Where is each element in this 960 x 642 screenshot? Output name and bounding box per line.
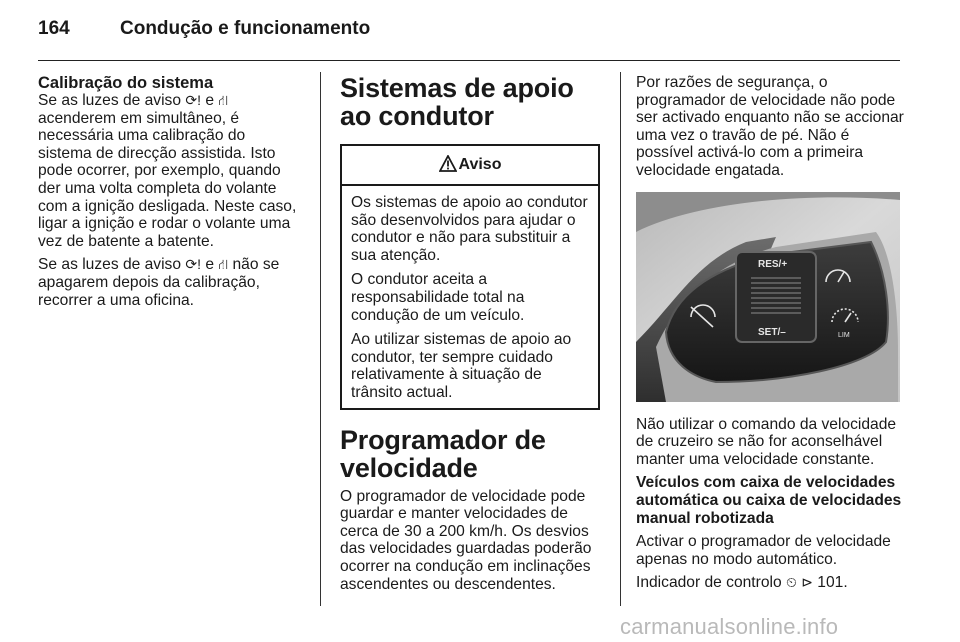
paragraph-cruise-control: O programador de velocidade pode guardar e manter velocidades de cerca de 30 a 200 km/h. Os desvios das velocidades guardadas poderão ocorrer na condução em inclinações ascendentes ou descendentes. xyxy=(340,487,592,593)
warning-title: Aviso xyxy=(458,156,502,173)
paragraph-constant-speed: Não utilizar o comando da velocidade de cruzeiro se não for aconselhável manter uma velocidade constante. xyxy=(636,415,897,468)
subheading-automatic-gearbox: Veículos com caixa de velocidades automática ou caixa de velocidades manual robotizada xyxy=(636,474,902,527)
cruise-indicator-icon: ⏲ xyxy=(785,574,797,591)
page-number: 164 xyxy=(38,18,70,39)
watermark: carmanualsonline.info xyxy=(620,614,839,639)
section-heading-driver-assistance: Sistemas de apoio ao condutor xyxy=(340,73,574,131)
steering-warning-icon: ⟳! xyxy=(185,256,201,273)
text-span: Indicador de controlo xyxy=(636,574,786,592)
warning-body xyxy=(342,186,598,408)
esc-warning-icon: ⛙ xyxy=(218,256,229,273)
warning-triangle-icon xyxy=(439,155,457,172)
column-right xyxy=(636,74,904,598)
text-span: acenderem em simultâneo, é necessária uma calibração do sistema de direcção assistida. Isto pode ocorrer, por exemplo, quando der uma volta completa do volante com a ignição desligada. Neste caso, ligar a ignição e rodar o volante uma vez de batente a batente. xyxy=(38,109,297,250)
text-span: e xyxy=(200,92,219,109)
warning-header xyxy=(342,146,598,186)
text-span: não se apagarem depois da calibração, recorrer a uma oficina. xyxy=(38,256,280,309)
warning-paragraph: Os sistemas de apoio ao condutor são desenvolvidos para ajudar o condutor e não para substituir a sua atenção. xyxy=(351,194,588,264)
steering-warning-icon: ⟳! xyxy=(185,92,201,108)
warning-paragraph: O condutor aceita a responsabilidade total na condução de um veículo. xyxy=(351,271,525,324)
paragraph-control-indicator xyxy=(636,574,904,592)
steering-wheel-controls-photo xyxy=(636,192,900,402)
page-header xyxy=(38,14,900,54)
warning-box xyxy=(340,144,600,410)
page-ref-arrow-icon: ⊳ xyxy=(801,574,813,591)
page-reference: 101. xyxy=(812,574,848,592)
set-label: SET/– xyxy=(758,326,786,338)
column-divider xyxy=(320,72,321,606)
section-heading-calibration: Calibração do sistema xyxy=(38,74,214,92)
column-middle xyxy=(340,74,602,599)
paragraph-calibration-1 xyxy=(38,92,303,250)
chapter-title: Condução e funcionamento xyxy=(120,18,371,39)
text-span: Se as luzes de aviso xyxy=(38,256,186,274)
text-span: e xyxy=(200,256,219,274)
paragraph-automatic-mode: Activar o programador de velocidade apenas no modo automático. xyxy=(636,533,891,568)
warning-paragraph: Ao utilizar sistemas de apoio ao condutor, ter sempre cuidado relativamente à situação de trânsito actual. xyxy=(351,331,572,401)
column-left xyxy=(38,74,303,315)
text-span: Se as luzes de aviso xyxy=(38,92,186,109)
esc-warning-icon: ⛙ xyxy=(218,92,229,108)
section-heading-cruise-control: Programador de velocidade xyxy=(340,424,546,483)
lim-label: LIM xyxy=(838,331,850,339)
paragraph-calibration-2 xyxy=(38,256,303,309)
header-divider xyxy=(38,60,900,61)
column-divider xyxy=(620,72,621,606)
paragraph-safety: Por razões de segurança, o programador de velocidade não pode ser activado enquanto não se accionar uma vez o travão de pé. Não é possível activá-lo com a primeira velocidade engatada. xyxy=(636,74,904,179)
res-label: RES/+ xyxy=(758,258,788,270)
